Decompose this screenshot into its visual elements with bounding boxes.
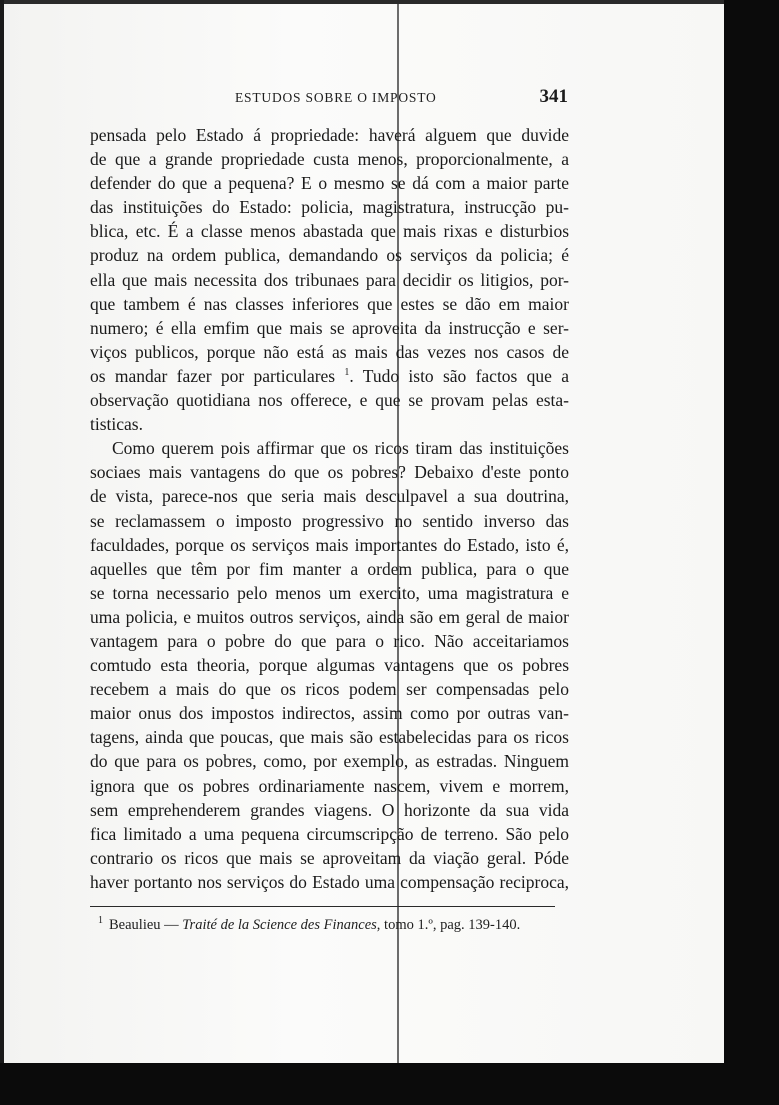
text-line: do que para os pobres, como, por exemplo, as estradas. Ninguem bbox=[90, 751, 569, 772]
page-header bbox=[90, 86, 572, 112]
text-line-with-footnote-ref bbox=[90, 364, 569, 388]
text-line: defender do que a pequena? E o mesmo se dá com a maior parte bbox=[90, 173, 569, 194]
text-line: vantagem para o pobre do que para o rico. Não acceitariamos bbox=[90, 630, 569, 651]
text-line: ella que mais necessita dos tribunaes para decidir os litigios, por- bbox=[90, 269, 569, 290]
text-line-head: os mandar fazer por particulares bbox=[90, 365, 336, 386]
text-line: fica limitado a uma pequena circumscripção de terreno. São pelo bbox=[90, 823, 569, 844]
text-line: aquelles que têm por fim manter a ordem publica, para o que bbox=[90, 558, 569, 579]
text-line: ignora que os pobres ordinariamente nascem, vivem e morrem, bbox=[90, 775, 569, 796]
footnote-citation: , tomo 1.º, pag. 139-140. bbox=[376, 916, 521, 933]
text-line: se torna necessario pelo menos um exercito, uma magistratura e bbox=[90, 582, 569, 603]
text-line: tagens, ainda que poucas, que mais são estabelecidas para os ricos bbox=[90, 727, 569, 748]
text-line: uma policia, e muitos outros serviços, ainda são em geral de maior bbox=[90, 606, 569, 627]
text-line: das instituições do Estado: policia, magistratura, instrucção pu- bbox=[90, 197, 569, 218]
scan-border-bottom bbox=[0, 1063, 779, 1105]
text-line: sociaes mais vantagens do que os pobres? Debaixo d'este ponto bbox=[90, 462, 569, 483]
text-line: produz na ordem publica, demandando os serviços da policia; é bbox=[90, 245, 569, 266]
text-line: se reclamassem o imposto progressivo no sentido inverso das bbox=[90, 510, 569, 531]
footnote-reference: 1 bbox=[344, 367, 350, 379]
text-line: contrario os ricos que mais se aproveitam da viação geral. Póde bbox=[90, 847, 569, 868]
text-line: tisticas. bbox=[90, 414, 143, 435]
text-line: numero; é ella emfim que mais se aproveita da instrucção e ser- bbox=[90, 317, 569, 338]
text-line: de que a grande propriedade custa menos, proporcionalmente, a bbox=[90, 149, 569, 170]
text-line: observação quotidiana nos offerece, e que se provam pelas esta- bbox=[90, 390, 569, 411]
text-line: comtudo esta theoria, porque algumas vantagens que os pobres bbox=[90, 655, 569, 676]
text-line: blica, etc. É a classe menos abastada que mais rixas e disturbios bbox=[90, 221, 569, 242]
paragraph-start-line: Como querem pois affirmar que os ricos tiram das instituições bbox=[112, 438, 569, 459]
text-line: viços publicos, porque não está as mais das vezes nos casos de bbox=[90, 341, 569, 362]
text-line: de vista, parece-nos que seria mais desculpavel a sua doutrina, bbox=[90, 486, 569, 507]
page-number: 341 bbox=[539, 86, 568, 107]
text-line: sem emprehenderem grandes viagens. O horizonte da sua vida bbox=[90, 799, 569, 820]
body-text bbox=[90, 123, 569, 894]
scan-border-top bbox=[0, 0, 779, 4]
footnote-rule bbox=[90, 906, 555, 907]
footnote-author: Beaulieu — bbox=[109, 916, 179, 933]
text-line: maior onus dos impostos indirectos, assim como por outras van- bbox=[90, 703, 569, 724]
running-title: ESTUDOS SOBRE O IMPOSTO bbox=[235, 90, 437, 105]
footnote bbox=[98, 915, 568, 934]
scan-border-left bbox=[0, 0, 4, 1105]
text-line: recebem a mais do que os ricos podem ser compensadas pelo bbox=[90, 679, 569, 700]
text-line: faculdades, porque os serviços mais importantes do Estado, isto é, bbox=[90, 534, 569, 555]
scan-border-right bbox=[724, 0, 779, 1105]
footnote-mark: 1 bbox=[98, 915, 103, 926]
text-line-tail: . Tudo isto são factos que a bbox=[349, 365, 569, 386]
text-line: que tambem é nas classes inferiores que estes se dão em maior bbox=[90, 293, 569, 314]
footnote-book-title: Traité de la Science des Finances bbox=[182, 916, 377, 933]
text-line: haver portanto nos serviços do Estado uma compensação reciproca, bbox=[90, 871, 569, 892]
text-line: pensada pelo Estado á propriedade: haverá alguem que duvide bbox=[90, 125, 569, 145]
